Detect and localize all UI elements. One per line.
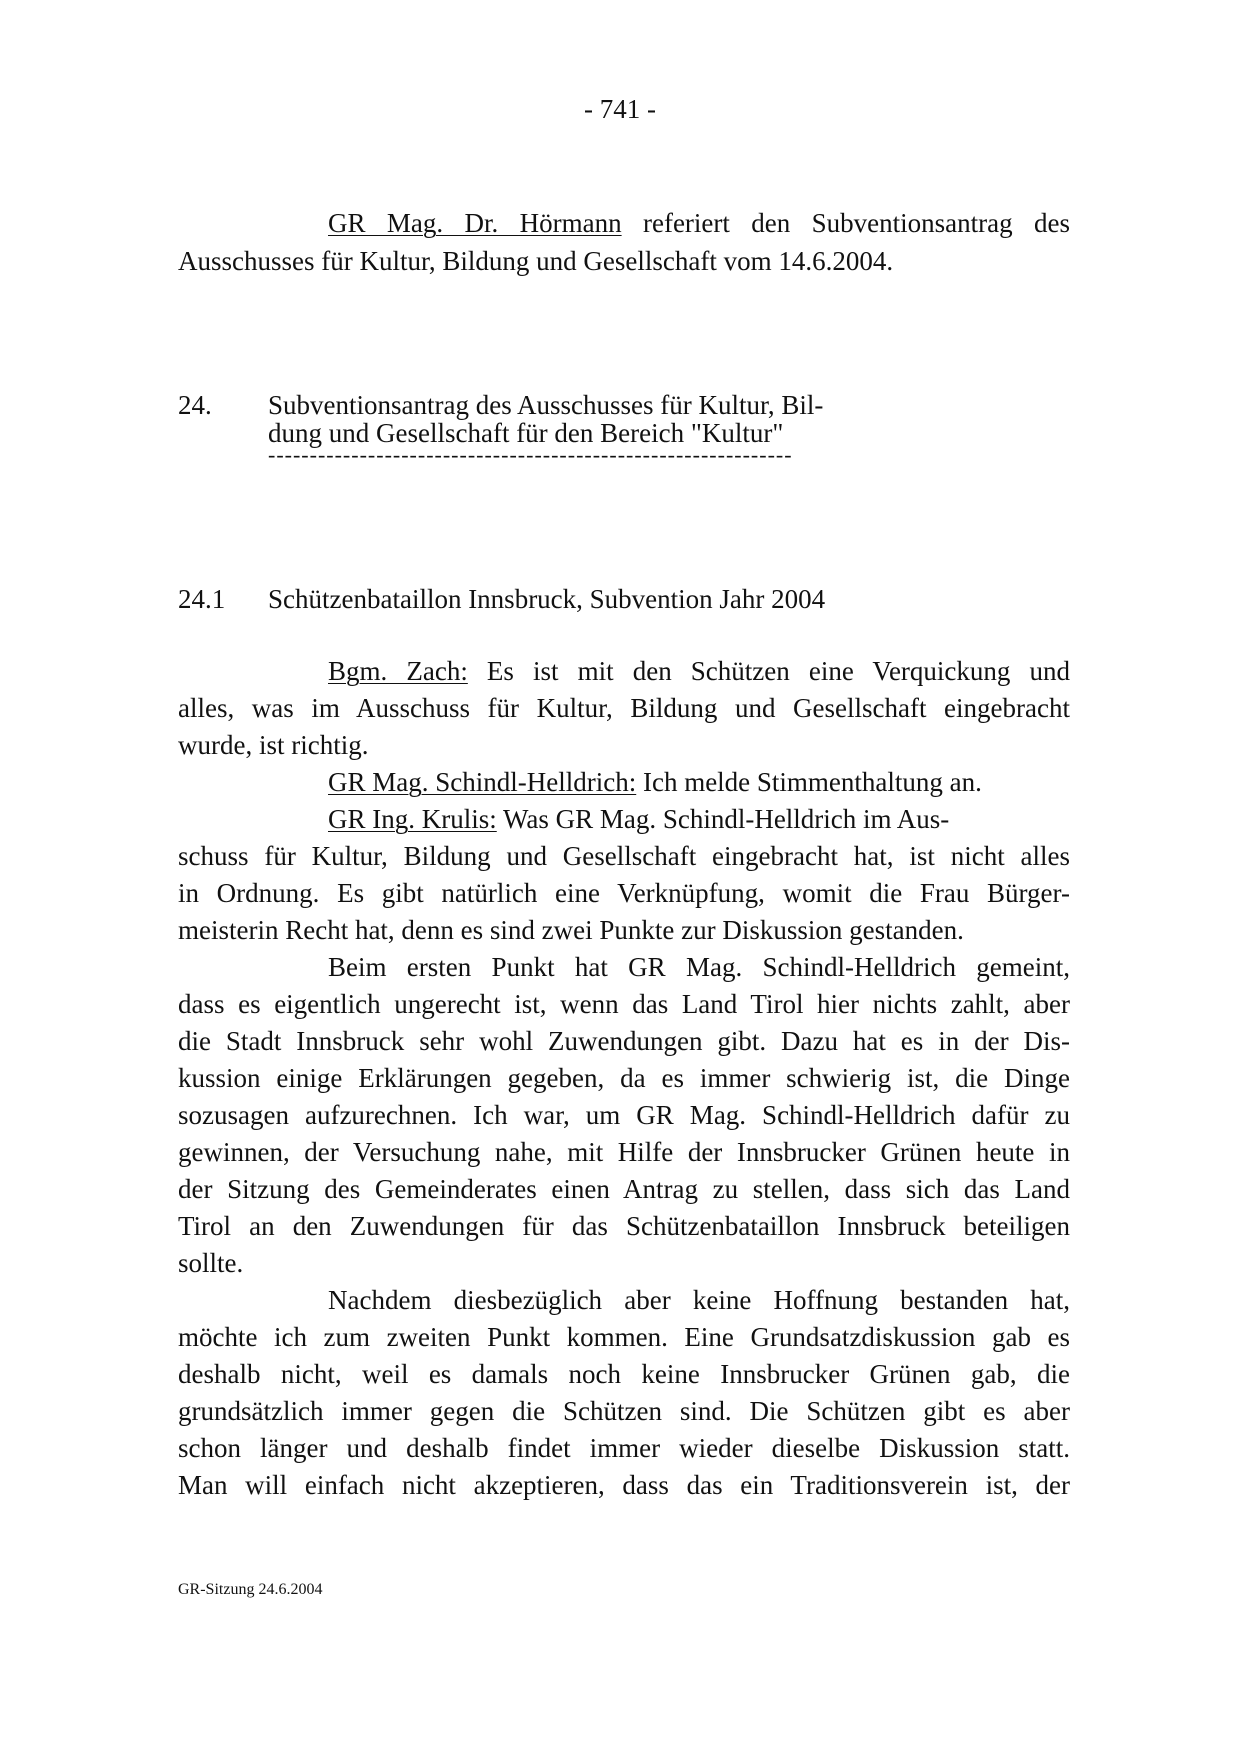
para-3-line-5: schon länger und deshalb findet immer wieder dieselbe Diskussion statt. [178, 1433, 1070, 1463]
section-24-number: 24. [178, 390, 212, 420]
para-2-line-3: die Stadt Innsbruck sehr wohl Zuwendungen gibt. Dazu hat es in der Dis- [178, 1026, 1070, 1056]
para-3-line-1: Nachdem diesbezüglich aber keine Hoffnung bestanden hat, [328, 1285, 1070, 1315]
para-2-line-8: Tirol an den Zuwendungen für das Schützenbataillon Innsbruck beteiligen [178, 1211, 1070, 1241]
speech-3-line-2: schuss für Kultur, Bildung und Gesellschaft eingebracht hat, ist nicht alles [178, 841, 1070, 871]
footer: GR-Sitzung 24.6.2004 [178, 1581, 323, 1598]
speech-1-line-2: alles, was im Ausschuss für Kultur, Bildung und Gesellschaft eingebracht [178, 693, 1070, 723]
para-2-line-1: Beim ersten Punkt hat GR Mag. Schindl-Helldrich gemeint, [328, 952, 1070, 982]
speech-3-line-3: in Ordnung. Es gibt natürlich eine Verknüpfung, womit die Frau Bürger- [178, 878, 1070, 908]
para-2-line-4: kussion einige Erklärungen gegeben, da es immer schwierig ist, die Dinge [178, 1063, 1070, 1093]
section-24-1-number: 24.1 [178, 584, 226, 614]
speaker-krulis: GR Ing. Krulis: [328, 804, 497, 834]
para-3-line-4: grundsätzlich immer gegen die Schützen sind. Die Schützen gibt es aber [178, 1396, 1070, 1426]
para-3-line-3: deshalb nicht, weil es damals noch keine Innsbrucker Grünen gab, die [178, 1359, 1070, 1389]
speech-2-line [328, 764, 1070, 801]
para-3-line-6: Man will einfach nicht akzeptieren, dass das ein Traditionsverein ist, der [178, 1470, 1070, 1500]
page-number: - 741 - [584, 94, 656, 124]
section-24-rule: --------------------------------------------------------------- [268, 442, 793, 467]
section-24-1-title: Schützenbataillon Innsbruck, Subvention Jahr 2004 [268, 584, 826, 614]
para-2-line-5: sozusagen aufzurechnen. Ich war, um GR Mag. Schindl-Helldrich dafür zu [178, 1100, 1070, 1130]
speech-1-text: Es ist mit den Schützen eine Verquickung und [467, 656, 1070, 686]
speaker-schindl-helldrich: GR Mag. Schindl-Helldrich: [328, 767, 637, 797]
para-3-line-2: möchte ich zum zweiten Punkt kommen. Eine Grundsatzdiskussion gab es [178, 1322, 1070, 1352]
intro-line-1 [328, 205, 1070, 242]
intro-text: referiert den Subventionsantrag des [621, 208, 1070, 238]
speech-3-line-4: meisterin Recht hat, denn es sind zwei Punkte zur Diskussion gestanden. [178, 915, 964, 945]
para-2-line-6: gewinnen, der Versuchung nahe, mit Hilfe der Innsbrucker Grünen heute in [178, 1137, 1070, 1167]
speech-2-text: Ich melde Stimmenthaltung an. [636, 767, 982, 797]
para-2-line-2: dass es eigentlich ungerecht ist, wenn das Land Tirol hier nichts zahlt, aber [178, 989, 1070, 1019]
speech-3-text: Was GR Mag. Schindl-Helldrich im Aus- [496, 804, 950, 834]
intro-line-2: Ausschusses für Kultur, Bildung und Gesellschaft vom 14.6.2004. [178, 246, 894, 276]
section-24-title-line-1: Subventionsantrag des Ausschusses für Kultur, Bil- [268, 390, 824, 420]
para-2-line-7: der Sitzung des Gemeinderates einen Antrag zu stellen, dass sich das Land [178, 1174, 1070, 1204]
para-2-line-9: sollte. [178, 1248, 244, 1278]
section-24-title-line-2: dung und Gesellschaft für den Bereich "Kultur" [268, 418, 784, 448]
speech-1-line-1 [328, 653, 1070, 690]
speaker-bgm-zach: Bgm. Zach: [328, 656, 468, 686]
intro-speaker: GR Mag. Dr. Hörmann [328, 208, 622, 238]
speech-1-line-3: wurde, ist richtig. [178, 730, 369, 760]
speech-3-line-1 [328, 801, 1070, 838]
